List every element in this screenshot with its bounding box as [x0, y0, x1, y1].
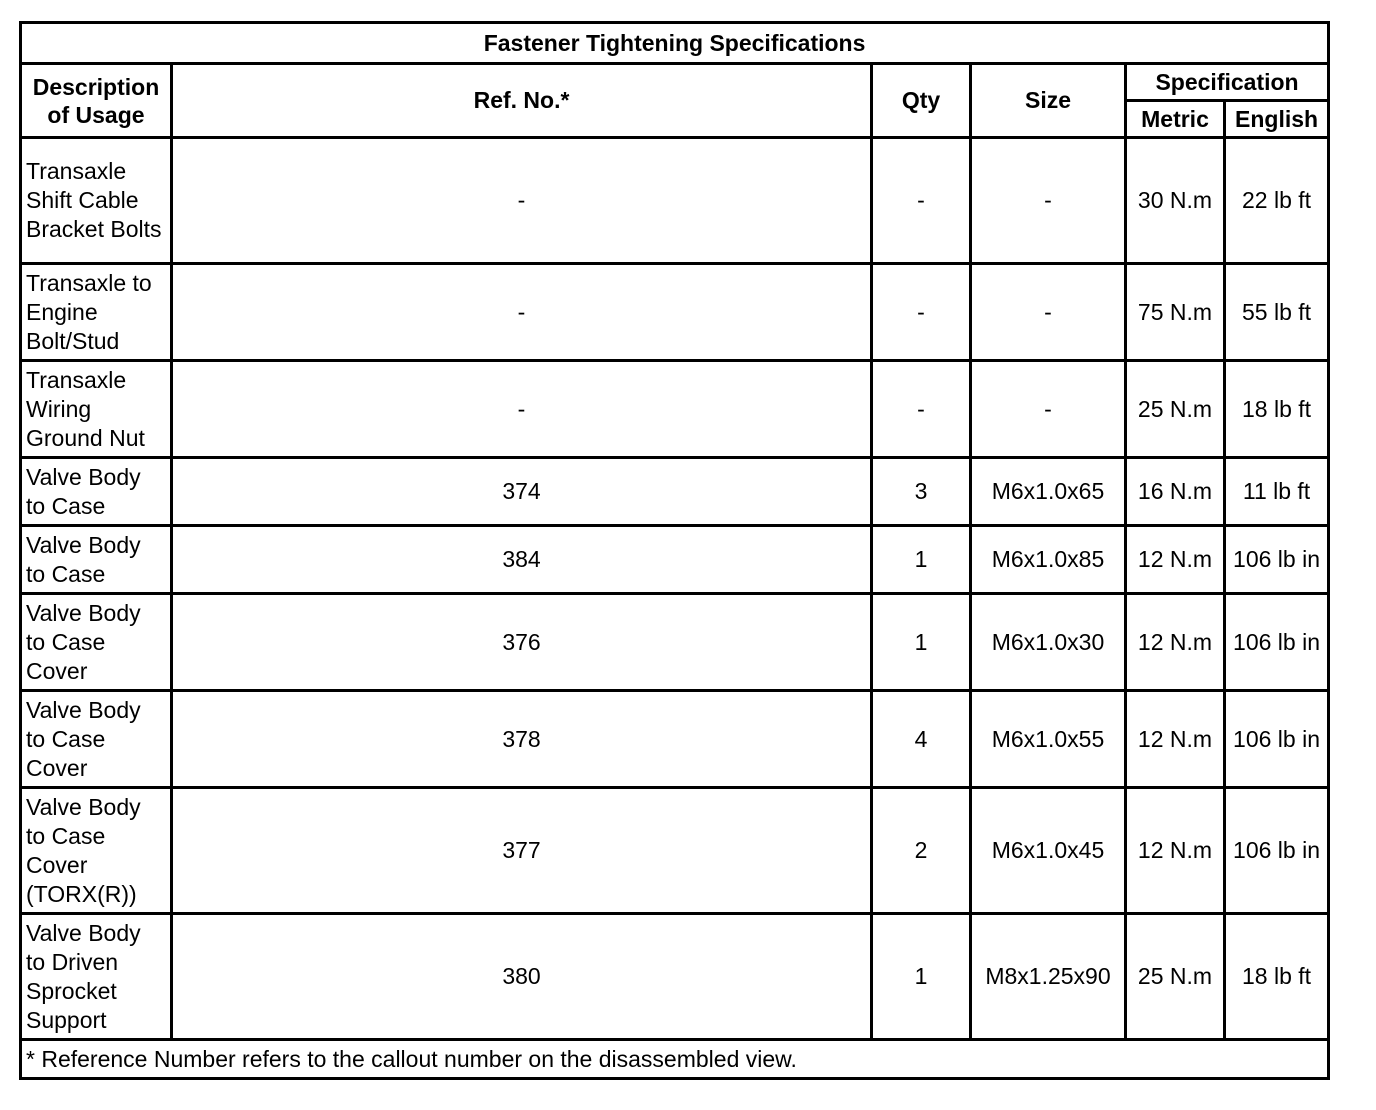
cell-qty: -: [872, 361, 971, 458]
cell-metric: 12 N.m: [1126, 594, 1225, 691]
header-specification: Specification: [1126, 64, 1329, 101]
header-metric: Metric: [1126, 101, 1225, 138]
cell-size: -: [971, 138, 1126, 264]
table-row: [21, 526, 1329, 594]
cell-description: Valve Body to Case: [21, 526, 172, 594]
cell-qty: 4: [872, 691, 971, 788]
cell-metric: 12 N.m: [1126, 691, 1225, 788]
cell-size: M6x1.0x45: [971, 788, 1126, 914]
cell-ref-no: 377: [172, 788, 872, 914]
header-qty: Qty: [872, 64, 971, 138]
cell-qty: 2: [872, 788, 971, 914]
cell-english: 18 lb ft: [1225, 361, 1329, 458]
cell-metric: 16 N.m: [1126, 458, 1225, 526]
footnote: * Reference Number refers to the callout number on the disassembled view.: [21, 1040, 1329, 1079]
cell-size: M6x1.0x65: [971, 458, 1126, 526]
cell-english: 18 lb ft: [1225, 914, 1329, 1040]
table-row: [21, 138, 1329, 264]
cell-description: Valve Body to Case: [21, 458, 172, 526]
cell-ref-no: -: [172, 361, 872, 458]
cell-description: Transaxle Wiring Ground Nut: [21, 361, 172, 458]
cell-english: 106 lb in: [1225, 594, 1329, 691]
cell-english: 11 lb ft: [1225, 458, 1329, 526]
cell-english: 106 lb in: [1225, 691, 1329, 788]
header-size: Size: [971, 64, 1126, 138]
cell-qty: -: [872, 138, 971, 264]
cell-english: 106 lb in: [1225, 788, 1329, 914]
header-ref-no: Ref. No.*: [172, 64, 872, 138]
cell-qty: 1: [872, 914, 971, 1040]
cell-description: Valve Body to Case Cover (TORX(R)): [21, 788, 172, 914]
cell-qty: 3: [872, 458, 971, 526]
table-row: [21, 458, 1329, 526]
cell-metric: 12 N.m: [1126, 526, 1225, 594]
cell-qty: 1: [872, 526, 971, 594]
cell-metric: 25 N.m: [1126, 361, 1225, 458]
cell-ref-no: 374: [172, 458, 872, 526]
cell-ref-no: -: [172, 138, 872, 264]
cell-description: Transaxle Shift Cable Bracket Bolts: [21, 138, 172, 264]
footnote-row: [21, 1040, 1329, 1079]
cell-metric: 75 N.m: [1126, 264, 1225, 361]
cell-metric: 25 N.m: [1126, 914, 1225, 1040]
cell-ref-no: 378: [172, 691, 872, 788]
table-row: [21, 788, 1329, 914]
header-description: Description of Usage: [21, 64, 172, 138]
cell-ref-no: 380: [172, 914, 872, 1040]
cell-qty: 1: [872, 594, 971, 691]
cell-size: M6x1.0x55: [971, 691, 1126, 788]
table-row: [21, 264, 1329, 361]
cell-size: M6x1.0x85: [971, 526, 1126, 594]
cell-size: M8x1.25x90: [971, 914, 1126, 1040]
cell-ref-no: 376: [172, 594, 872, 691]
cell-english: 22 lb ft: [1225, 138, 1329, 264]
cell-size: M6x1.0x30: [971, 594, 1126, 691]
cell-metric: 12 N.m: [1126, 788, 1225, 914]
cell-ref-no: -: [172, 264, 872, 361]
cell-size: -: [971, 361, 1126, 458]
header-row: [21, 64, 1329, 101]
cell-description: Valve Body to Case Cover: [21, 691, 172, 788]
cell-description: Valve Body to Driven Sprocket Support: [21, 914, 172, 1040]
table-row: [21, 594, 1329, 691]
fastener-spec-table: [19, 21, 1330, 1080]
header-english: English: [1225, 101, 1329, 138]
cell-description: Transaxle to Engine Bolt/Stud: [21, 264, 172, 361]
table-row: [21, 361, 1329, 458]
cell-description: Valve Body to Case Cover: [21, 594, 172, 691]
table-title-row: [21, 23, 1329, 64]
table-title: Fastener Tightening Specifications: [21, 23, 1329, 64]
cell-ref-no: 384: [172, 526, 872, 594]
table-row: [21, 914, 1329, 1040]
cell-qty: -: [872, 264, 971, 361]
cell-english: 55 lb ft: [1225, 264, 1329, 361]
cell-size: -: [971, 264, 1126, 361]
cell-english: 106 lb in: [1225, 526, 1329, 594]
table-row: [21, 691, 1329, 788]
cell-metric: 30 N.m: [1126, 138, 1225, 264]
